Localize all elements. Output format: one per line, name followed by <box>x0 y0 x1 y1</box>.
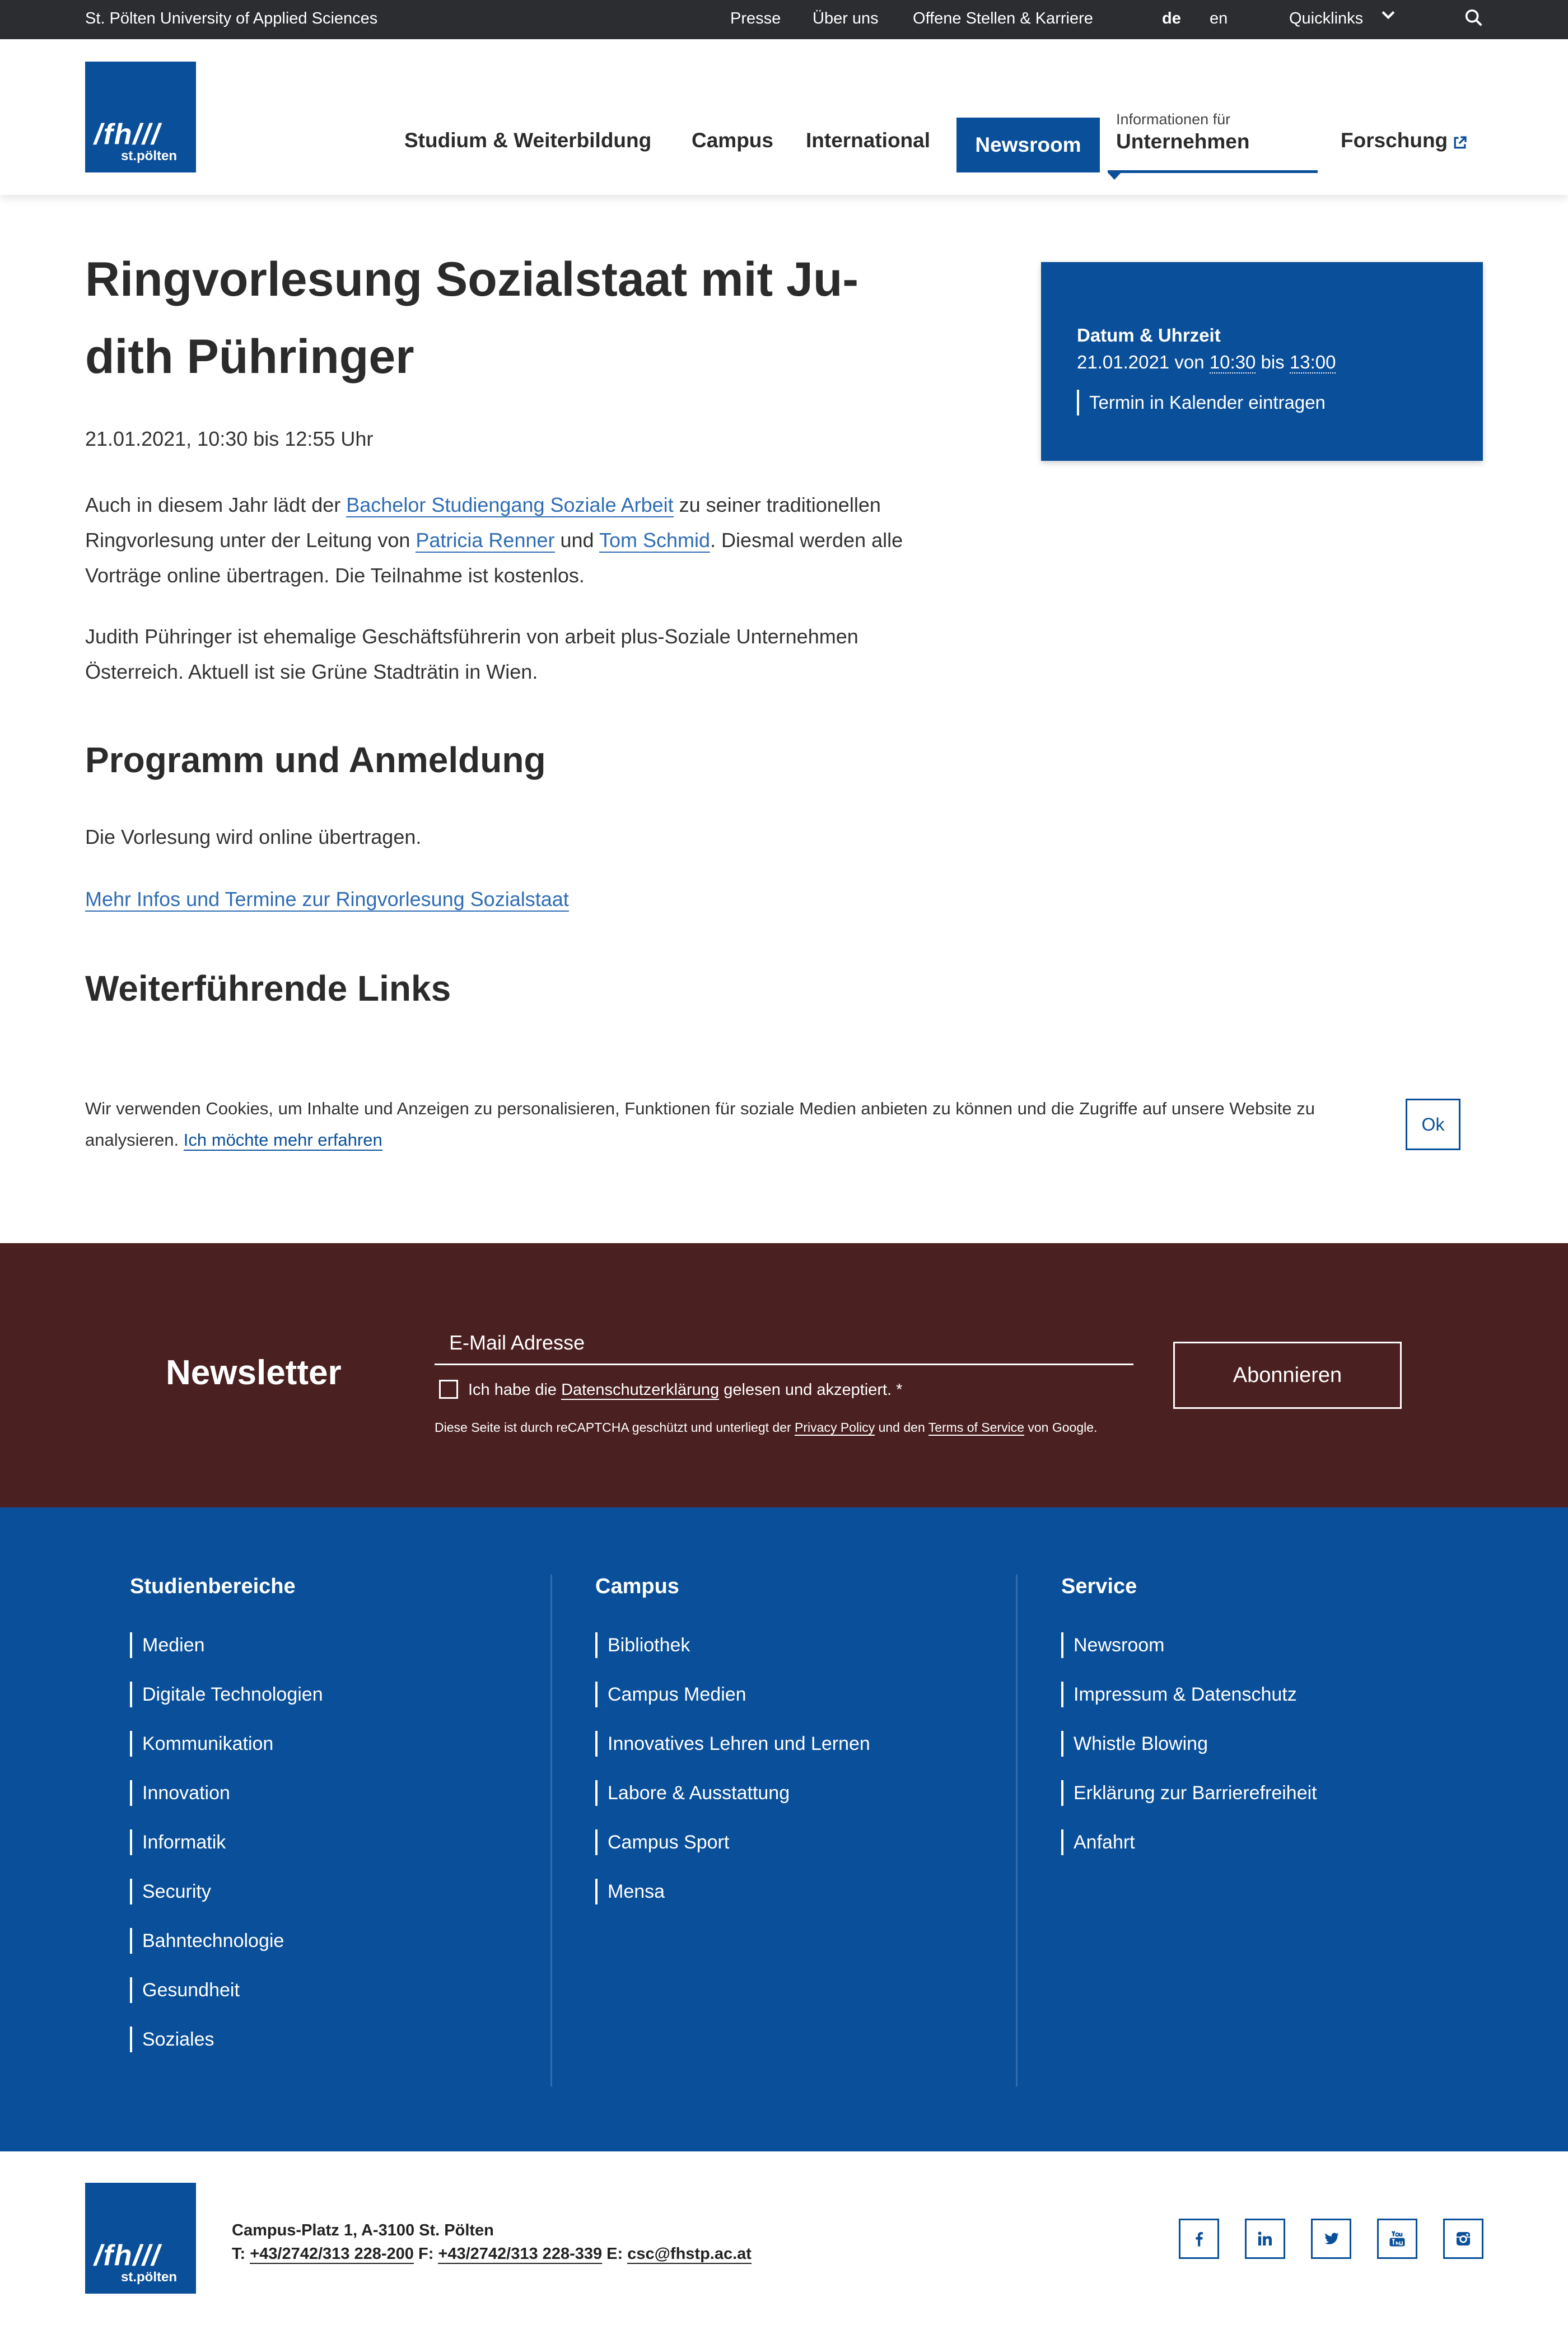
privacy-policy-link[interactable]: Datenschutzerklärung <box>561 1381 720 1399</box>
nav-unternehmen[interactable]: Unternehmen <box>1116 130 1250 153</box>
text-segment: und <box>554 529 599 552</box>
footer-link[interactable]: Anfahrt <box>1061 1829 1317 1855</box>
privacy-consent-label <box>468 1381 902 1399</box>
speaker-paragraph: Judith Pühringer ist ehemalige Geschäftsführerin von arbeit plus-Soziale Unternehmen Österreich. Aktuell ist sie Grüne Stadträtin in Wien. <box>85 625 858 683</box>
youtube-icon[interactable] <box>1377 2219 1417 2259</box>
nav-campus[interactable]: Campus <box>692 129 773 152</box>
text-segment: Auch in diesem Jahr lädt der <box>85 493 347 516</box>
recaptcha-notice <box>435 1420 1097 1435</box>
contact-line <box>232 2242 752 2266</box>
language-en[interactable]: en <box>1210 10 1228 27</box>
logo-text: /fh/// <box>94 2239 161 2272</box>
recaptcha-text: und den <box>875 1420 928 1435</box>
footer-heading: Campus <box>595 1575 679 1598</box>
nav-active-indicator <box>1108 172 1121 180</box>
cookie-notice <box>85 1093 1373 1156</box>
cookie-ok-button[interactable]: Ok <box>1406 1099 1460 1150</box>
footer-column-studienbereiche <box>130 1575 323 2076</box>
page-title: Ringvorlesung Sozialstaat mit Ju-dith Pühringer <box>85 253 858 384</box>
phone-link[interactable]: +43/2742/313 228-200 <box>250 2245 414 2263</box>
phone-label: T: <box>232 2245 250 2263</box>
nav-newsroom[interactable]: Newsroom <box>956 118 1100 172</box>
footer-link[interactable]: Kommunikation <box>130 1731 323 1757</box>
link-tom-schmid[interactable]: Tom Schmid <box>599 529 710 552</box>
footer-link[interactable]: Whistle Blowing <box>1061 1731 1317 1757</box>
recaptcha-text: von Google. <box>1024 1420 1098 1435</box>
email-label: E: <box>602 2245 628 2263</box>
bottom-bar <box>0 2151 1568 2325</box>
contact-address <box>232 2219 752 2266</box>
logo-subtext: st.pölten <box>121 148 177 164</box>
footer-heading: Service <box>1061 1575 1137 1598</box>
cookie-learn-more-link[interactable]: Ich möchte mehr erfahren <box>183 1130 382 1150</box>
text-segment: zu seiner traditionellen Ringvorlesung unter der Leitung von <box>85 493 881 552</box>
nav-international[interactable]: International <box>806 129 931 152</box>
event-date: 21.01.2021, 10:30 bis 12:55 Uhr <box>85 427 374 450</box>
footer-link[interactable]: Labore & Ausstattung <box>595 1780 870 1806</box>
footer-divider <box>1016 1575 1018 2086</box>
footer-link[interactable]: Innovation <box>130 1780 323 1806</box>
consent-text: gelesen und akzeptiert. * <box>719 1381 903 1399</box>
footer-link[interactable]: Gesundheit <box>130 1977 323 2003</box>
footer-link[interactable]: Innovatives Lehren und Lernen <box>595 1731 870 1757</box>
footer-link[interactable]: Bahntechnologie <box>130 1928 323 1954</box>
intro-paragraph <box>85 487 914 593</box>
link-more-info[interactable]: Mehr Infos und Termine zur Ringvorlesung Sozialstaat <box>85 888 569 911</box>
heading-weiterfuehrende-links: Weiterführende Links <box>85 968 451 1009</box>
add-to-calendar-link[interactable]: Termin in Kalender eintragen <box>1077 390 1326 415</box>
fax-link[interactable]: +43/2742/313 228-339 <box>438 2245 603 2263</box>
footer-link[interactable]: Newsroom <box>1061 1632 1317 1658</box>
main-header <box>0 39 1568 195</box>
language-de[interactable]: de <box>1162 10 1181 27</box>
infobox-start-time: 10:30 <box>1209 352 1256 372</box>
facebook-icon[interactable] <box>1179 2219 1219 2259</box>
logo-text: /fh/// <box>94 118 161 151</box>
site-footer <box>0 1507 1568 2151</box>
consent-text: Ich habe die <box>468 1381 562 1399</box>
cookie-text: Wir verwenden Cookies, um Inhalte und Anzeigen zu personalisieren, Funktionen für soziale Medien anbieten zu können und die Zugriffe auf unsere Website zu analysieren. <box>85 1099 1315 1150</box>
nav-forschung[interactable]: Forschung <box>1341 129 1448 152</box>
infobox-von: von <box>1174 352 1205 372</box>
external-link-icon <box>1452 134 1468 151</box>
footer-link[interactable]: Soziales <box>130 2027 323 2052</box>
footer-link[interactable]: Campus Sport <box>595 1829 870 1855</box>
address-line: Campus-Platz 1, A-3100 St. Pölten <box>232 2221 494 2239</box>
topbar-link-presse[interactable]: Presse <box>730 10 781 27</box>
link-bachelor-soziale-arbeit[interactable]: Bachelor Studiengang Soziale Arbeit <box>346 493 674 516</box>
nav-studium[interactable]: Studium & Weiterbildung <box>404 129 652 152</box>
link-patricia-renner[interactable]: Patricia Renner <box>416 529 555 552</box>
privacy-consent-checkbox[interactable] <box>439 1380 458 1399</box>
search-icon[interactable] <box>1463 7 1485 29</box>
footer-link[interactable]: Bibliothek <box>595 1632 870 1658</box>
nav-active-underline <box>1108 170 1318 173</box>
event-info-box <box>1041 262 1483 461</box>
university-name[interactable]: St. Pölten University of Applied Sciences <box>85 10 378 27</box>
more-info-paragraph <box>85 881 914 917</box>
topbar-link-karriere[interactable]: Offene Stellen & Karriere <box>913 10 1093 27</box>
linkedin-icon[interactable] <box>1245 2219 1285 2259</box>
footer-link[interactable]: Campus Medien <box>595 1682 870 1707</box>
logo-subtext: st.pölten <box>121 2270 177 2285</box>
newsletter-section <box>0 1243 1568 1507</box>
footer-link[interactable]: Impressum & Datenschutz <box>1061 1682 1317 1707</box>
footer-divider <box>550 1575 552 2086</box>
infobox-bis: bis <box>1261 352 1285 372</box>
google-terms-link[interactable]: Terms of Service <box>928 1420 1024 1435</box>
footer-link[interactable]: Mensa <box>595 1879 870 1904</box>
footer-link[interactable]: Medien <box>130 1632 323 1658</box>
subscribe-button[interactable]: Abonnieren <box>1173 1342 1402 1409</box>
fax-label: F: <box>413 2245 438 2263</box>
email-link[interactable]: csc@fhstp.ac.at <box>627 2245 752 2263</box>
nav-unternehmen-caption: Informationen für <box>1116 111 1231 128</box>
top-utility-bar <box>0 0 1568 39</box>
infobox-end-time: 13:00 <box>1289 352 1336 372</box>
footer-column-service <box>1061 1575 1317 1879</box>
google-privacy-link[interactable]: Privacy Policy <box>795 1420 875 1435</box>
footer-link[interactable]: Informatik <box>130 1829 323 1855</box>
quicklinks-toggle[interactable]: Quicklinks <box>1289 10 1364 27</box>
instagram-icon[interactable] <box>1443 2219 1483 2259</box>
text-segment: . Diesmal werden alle Vorträge online übertragen. Die Teilnahme ist kostenlos. <box>85 529 903 587</box>
fh-logo[interactable] <box>85 62 196 172</box>
programm-paragraph: Die Vorlesung wird online übertragen. <box>85 825 422 848</box>
footer-link[interactable]: Security <box>130 1879 323 1904</box>
infobox-datetime <box>1077 352 1336 373</box>
fh-logo-footer[interactable] <box>85 2183 196 2294</box>
footer-heading: Studienbereiche <box>130 1575 296 1598</box>
footer-link[interactable]: Erklärung zur Barrierefreiheit <box>1061 1780 1317 1806</box>
topbar-link-ueber-uns[interactable]: Über uns <box>813 10 879 27</box>
infobox-title: Datum & Uhrzeit <box>1077 325 1221 346</box>
email-field[interactable] <box>435 1322 1133 1365</box>
newsletter-title: Newsletter <box>166 1353 342 1392</box>
heading-programm: Programm und Anmeldung <box>85 740 546 780</box>
twitter-icon[interactable] <box>1311 2219 1351 2259</box>
footer-link[interactable]: Digitale Technologien <box>130 1682 323 1707</box>
chevron-down-icon[interactable] <box>1379 6 1398 25</box>
infobox-date: 21.01.2021 <box>1077 352 1170 372</box>
footer-column-campus <box>595 1575 870 1928</box>
recaptcha-text: Diese Seite ist durch reCAPTCHA geschützt und unterliegt der <box>435 1420 795 1435</box>
